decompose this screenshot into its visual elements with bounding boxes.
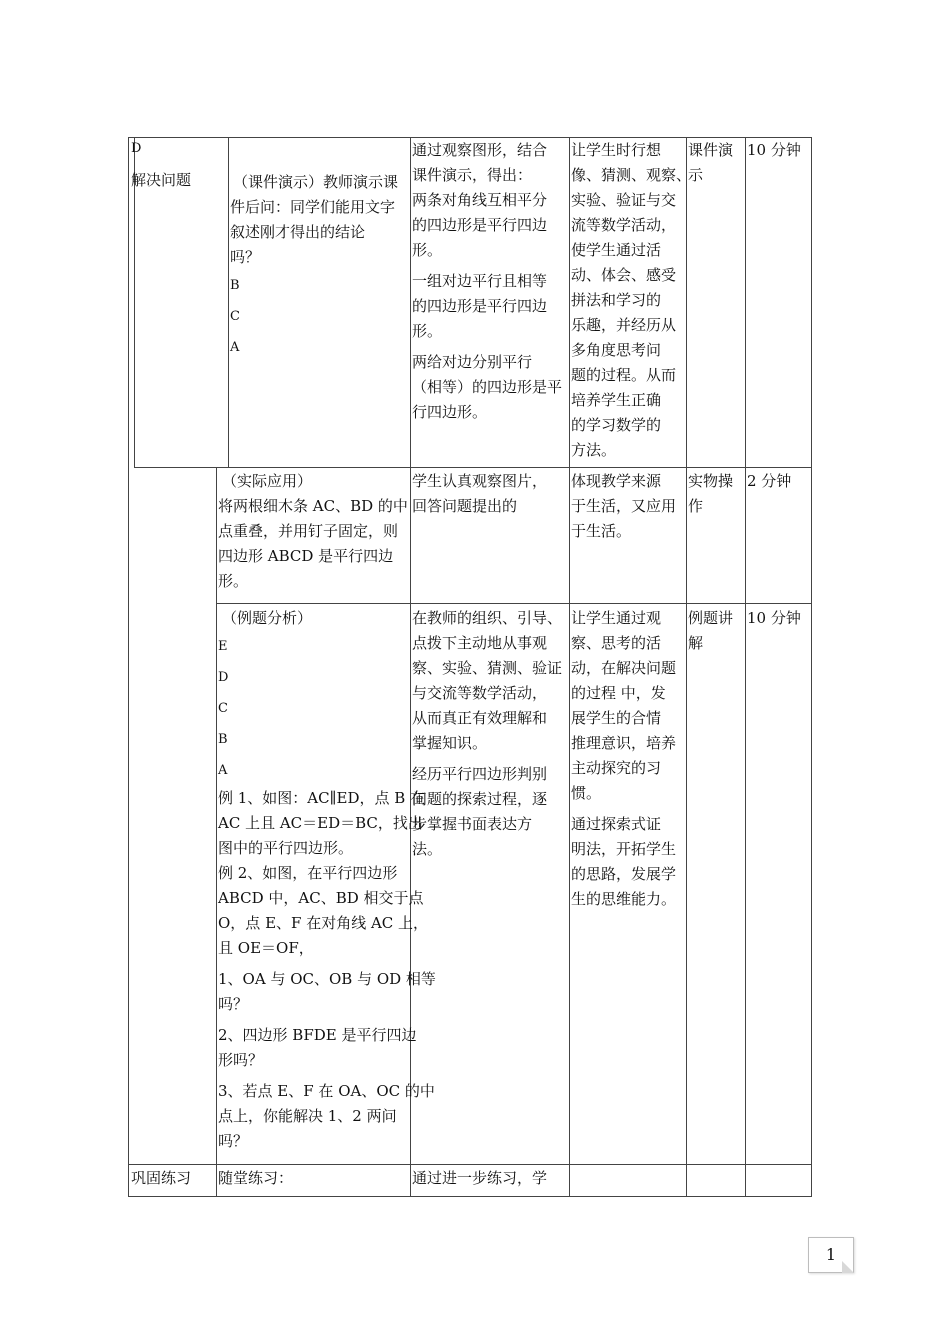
- row3-student-line: 经历平行四边形判别: [412, 765, 548, 783]
- row1-intent-line: 的学习数学的: [571, 416, 662, 434]
- row1-student-cell: [412, 138, 569, 425]
- row3-intent-line: 生的思维能力。: [571, 890, 677, 908]
- row3-student-line: 掌握知识。: [412, 734, 488, 752]
- row2-student-line: 回答问题提出的: [412, 497, 518, 515]
- row1-intent-line: 让学生时行想: [571, 141, 662, 159]
- row4-student-line: 通过进一步练习，学: [412, 1169, 548, 1187]
- page-number-box: [808, 1237, 854, 1273]
- row3-student-line: 法。: [412, 840, 443, 858]
- row1-teacher-cell: [230, 170, 410, 363]
- row4-stage-label: 巩固练习: [131, 1169, 192, 1187]
- table-border-left: [128, 137, 129, 1197]
- row1-student-line: 的四边形是平行四边: [412, 297, 548, 315]
- row1-intent-line: 流等数学活动，: [571, 216, 677, 234]
- row2-intent-line: 于生活。: [571, 522, 632, 540]
- question2-line: 2、四边形 BFDE 是平行四边: [218, 1026, 417, 1044]
- row1-method-line: 课件演: [688, 141, 734, 159]
- row4-teacher-cell: [218, 1166, 408, 1191]
- row3-student-line: 从而真正有效理解和: [412, 709, 548, 727]
- row3-student-line: 点拨下主动地从事观: [412, 634, 548, 652]
- row1-student-line: 两给对边分别平行: [412, 353, 533, 371]
- row1-intent-line: 乐趣，并经历从: [571, 316, 677, 334]
- row3-intent-line: 的思路，发展学: [571, 865, 677, 883]
- row1-teacher-line: （课件演示）教师演示课: [233, 173, 399, 191]
- col1-divider: [216, 468, 217, 1197]
- row2-method-cell: [688, 469, 745, 519]
- row3-intent-line: 推理意识，培养: [571, 734, 677, 752]
- row2-time: 2 分钟: [747, 472, 792, 490]
- figure-point-label: C: [230, 309, 240, 324]
- question2-line: 形吗？: [218, 1051, 264, 1069]
- row1-intent-cell: [571, 138, 692, 463]
- row3-method-line: 解: [688, 634, 704, 652]
- row1-student-line: 课件演示，得出：: [412, 166, 533, 184]
- example1-line: 图中的平行四边形。: [218, 839, 354, 857]
- example2-line: ABCD 中，AC、BD 相交于点: [218, 889, 424, 907]
- row1-student-line: 行四边形。: [412, 403, 488, 421]
- row3-intent-line: 通过探索式证: [571, 815, 662, 833]
- page-fold-icon: [842, 1261, 854, 1273]
- figure-point-label: D: [218, 670, 229, 685]
- row1-intent-line: 题的过程。从而: [571, 366, 677, 384]
- example2-line: O，点 E、F 在对角线 AC 上，: [218, 914, 429, 932]
- row1-teacher-line: 叙述刚才得出的结论: [230, 223, 366, 241]
- row1-intent-line: 使学生通过活: [571, 241, 662, 259]
- row3-time-cell: [747, 606, 811, 631]
- row3-intent-line: 惯。: [571, 784, 602, 802]
- row2-intent-line: 于生活，又应用: [571, 497, 677, 515]
- figure-point-label: B: [218, 732, 228, 747]
- row3-student-line: 察、实验、猜测、验证: [412, 659, 563, 677]
- table-border-bottom: [128, 1196, 811, 1197]
- row2-teacher-line: 形。: [218, 572, 249, 590]
- row2-teacher-line: 将两根细木条 AC、BD 的中: [218, 497, 408, 515]
- row1-teacher-line: 件后问：同学们能用文字: [230, 198, 396, 216]
- example2-line: 且 OE＝OF，: [218, 939, 314, 957]
- row1-method-cell: [688, 138, 745, 188]
- figure-point-label: A: [230, 340, 240, 355]
- row3-bottom-border: [128, 1164, 811, 1165]
- question3-line: 点上，你能解决 1、2 两问: [218, 1107, 397, 1125]
- row3-student-cell: [412, 606, 569, 862]
- row2-student-line: 学生认真观察图片，: [412, 472, 548, 490]
- row1-student-line: 形。: [412, 322, 443, 340]
- col5-divider: [745, 137, 746, 1197]
- row1-time-cell: [747, 138, 811, 163]
- row3-teacher-cell: [218, 606, 436, 1154]
- question3-line: 3、若点 E、F 在 OA、OC 的中: [218, 1082, 435, 1100]
- row1-intent-line: 方法。: [571, 441, 617, 459]
- row1-student-line: 形。: [412, 241, 443, 259]
- table-border-right: [811, 137, 812, 1197]
- row1-stage-cell: [131, 138, 226, 193]
- row3-intent-line: 的过程 中，发: [571, 684, 666, 702]
- row2-method-line: 作: [688, 497, 704, 515]
- row3-time: 10 分钟: [747, 609, 801, 627]
- row1-method-line: 示: [688, 166, 704, 184]
- row3-intent-line: 明法，开拓学生: [571, 840, 677, 858]
- row1-bottom-border: [134, 467, 811, 468]
- row3-student-line: 问题的探索过程，逐: [412, 790, 548, 808]
- row3-teacher-title: （例题分析）: [222, 609, 313, 627]
- row1-intent-line: 实验、验证与交: [571, 191, 677, 209]
- figure-point-label: E: [218, 639, 228, 654]
- col3-divider: [569, 137, 570, 1197]
- example1-line: 例 1、如图：AC∥ED，点 B 在: [218, 789, 426, 807]
- row3-intent-line: 察、思考的活: [571, 634, 662, 652]
- figure-point-label: C: [218, 701, 228, 716]
- row1-student-line: 通过观察图形，结合: [412, 141, 548, 159]
- row1-intent-line: 拼法和学习的: [571, 291, 662, 309]
- row2-teacher-line: （实际应用）: [222, 472, 313, 490]
- row2-teacher-line: 四边形 ABCD 是平行四边: [218, 547, 394, 565]
- row4-student-cell: [412, 1166, 569, 1191]
- row1-intent-line: 培养学生正确: [571, 391, 662, 409]
- row3-student-line: 在教师的组织、引导、: [412, 609, 563, 627]
- row2-teacher-cell: [218, 469, 411, 594]
- row1-col1-divider: [228, 137, 229, 468]
- row3-method-cell: [688, 606, 745, 656]
- row2-teacher-line: 点重叠，并用钉子固定，则: [218, 522, 399, 540]
- example1-line: AC 上且 AC＝ED＝BC，找出: [218, 814, 423, 832]
- question1-line: 吗？: [218, 995, 249, 1013]
- row2-bottom-border: [216, 603, 811, 604]
- row4-stage-cell: [131, 1166, 216, 1191]
- question3-line: 吗？: [218, 1132, 249, 1150]
- row3-intent-line: 动，在解决问题: [571, 659, 677, 677]
- figure-point-label: B: [230, 278, 240, 293]
- row1-teacher-line: 吗？: [230, 248, 261, 266]
- example2-line: 例 2、如图，在平行四边形: [218, 864, 398, 882]
- row3-intent-cell: [571, 606, 687, 912]
- row3-student-line: 步掌握书面表达方: [412, 815, 533, 833]
- row3-intent-line: 展学生的合情: [571, 709, 662, 727]
- row1-intent-line: 多角度思考问: [571, 341, 662, 359]
- row2-method-line: 实物操: [688, 472, 734, 490]
- figure-point-label: A: [218, 763, 228, 778]
- row1-student-line: 的四边形是平行四边: [412, 216, 548, 234]
- row3-intent-line: 主动探究的习: [571, 759, 662, 777]
- question1-line: 1、OA 与 OC、OB 与 OD 相等: [218, 970, 436, 988]
- row1-stage-label: 解决问题: [131, 171, 192, 189]
- row1-stage-letter: D: [131, 141, 142, 156]
- row1-student-line: 一组对边平行且相等: [412, 272, 548, 290]
- row3-intent-line: 让学生通过观: [571, 609, 662, 627]
- row1-col2-divider: [410, 137, 411, 468]
- row3-method-line: 例题讲: [688, 609, 734, 627]
- row2-intent-cell: [571, 469, 687, 544]
- row1-intent-line: 像、猜测、观察、: [571, 166, 692, 184]
- row2-intent-line: 体现教学来源: [571, 472, 662, 490]
- row1-student-line: 两条对角线互相平分: [412, 191, 548, 209]
- row3-student-line: 与交流等数学活动，: [412, 684, 548, 702]
- row1-student-line: （相等）的四边形是平: [412, 378, 563, 396]
- row1-intent-line: 动、体会、感受: [571, 266, 677, 284]
- row4-teacher-line: 随堂练习：: [218, 1169, 294, 1187]
- row1-time: 10 分钟: [747, 141, 801, 159]
- row2-student-cell: [412, 469, 569, 519]
- row2-time-cell: [747, 469, 811, 494]
- page-number: 1: [825, 1245, 837, 1264]
